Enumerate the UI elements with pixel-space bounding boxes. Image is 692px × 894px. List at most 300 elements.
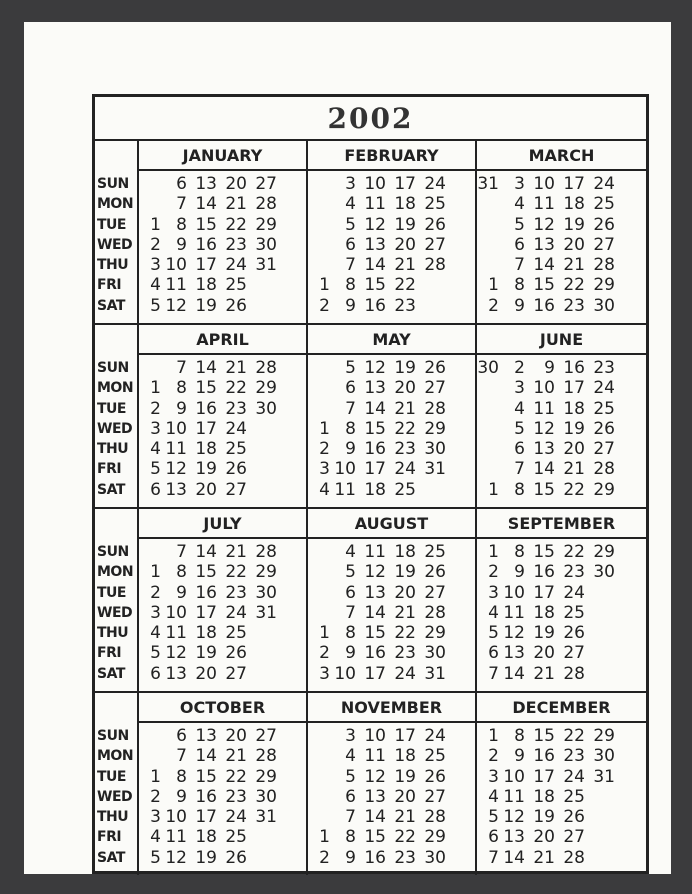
day-cell: 5 [345, 562, 356, 583]
day-cell: 14 [364, 807, 386, 828]
day-cell: 4 [319, 479, 330, 500]
day-cell: 26 [563, 623, 585, 644]
day-cell: 13 [533, 234, 555, 255]
day-cell: 2 [150, 786, 161, 807]
day-cell: 18 [394, 542, 416, 562]
day-cell: 13 [195, 174, 217, 194]
weekday-label: WED [97, 236, 133, 253]
day-cell: 26 [424, 766, 446, 787]
day-cell: 4 [488, 786, 499, 807]
day-cell: 20 [195, 479, 217, 500]
weekday-label: WED [97, 420, 133, 437]
day-cell: 9 [345, 643, 356, 664]
day-cell: 23 [225, 582, 247, 603]
day-cell: 22 [225, 378, 247, 399]
week-row [139, 235, 306, 255]
weekday-label: TUE [97, 216, 126, 233]
weekday-label: SAT [97, 481, 125, 498]
week-row [139, 459, 306, 479]
month-days-grid [308, 726, 475, 868]
month-block [308, 693, 477, 875]
day-cell: 30 [593, 746, 615, 767]
month-name: APRIL [139, 325, 306, 355]
day-cell: 6 [345, 582, 356, 603]
month-name: JUNE [477, 325, 646, 355]
day-cell: 31 [593, 766, 615, 787]
day-cell: 5 [488, 807, 499, 828]
day-cell: 30 [255, 786, 277, 807]
day-cell: 21 [394, 255, 416, 276]
day-cell: 8 [345, 275, 356, 296]
day-cell: 13 [533, 439, 555, 460]
week-row [308, 603, 475, 623]
day-cell: 10 [165, 807, 187, 828]
day-cell: 17 [364, 663, 386, 684]
weekday-label: SAT [97, 665, 125, 682]
day-cell: 2 [319, 439, 330, 460]
day-cell: 30 [255, 582, 277, 603]
day-cell: 8 [345, 827, 356, 848]
day-cell: 7 [176, 746, 187, 767]
day-cell: 29 [255, 766, 277, 787]
day-cell: 31 [477, 174, 499, 194]
week-row [477, 439, 644, 459]
day-cell: 9 [176, 398, 187, 419]
day-cell: 12 [165, 643, 187, 664]
day-cell: 13 [364, 582, 386, 603]
day-cell: 17 [394, 174, 416, 194]
day-cell: 27 [225, 663, 247, 684]
week-row [477, 623, 644, 643]
day-cell: 19 [195, 295, 217, 316]
day-cell: 12 [364, 214, 386, 235]
day-cell: 6 [345, 234, 356, 255]
week-row [477, 848, 644, 868]
day-cell: 22 [394, 418, 416, 439]
week-row [477, 174, 644, 194]
day-cell: 24 [593, 174, 615, 194]
month-block [139, 693, 308, 875]
day-cell: 14 [195, 746, 217, 767]
day-cell: 7 [176, 358, 187, 378]
day-cell: 7 [345, 807, 356, 828]
week-row [308, 358, 475, 378]
day-cell: 1 [319, 275, 330, 296]
weekday-label: MON [97, 564, 134, 581]
day-cell: 22 [394, 623, 416, 644]
month-days-grid [308, 542, 475, 684]
weekday-label: FRI [97, 461, 122, 478]
month-days-grid [477, 358, 644, 500]
day-cell: 15 [533, 479, 555, 500]
day-cell: 9 [345, 295, 356, 316]
day-cell: 4 [514, 398, 525, 419]
day-cell: 28 [593, 459, 615, 480]
week-row [139, 827, 306, 847]
day-cell: 16 [195, 234, 217, 255]
day-cell: 5 [150, 295, 161, 316]
day-cell: 25 [424, 746, 446, 767]
day-cell: 27 [424, 378, 446, 399]
day-cell: 16 [364, 847, 386, 868]
day-cell: 31 [255, 255, 277, 276]
day-cell: 20 [394, 234, 416, 255]
week-row [139, 215, 306, 235]
day-cell: 16 [533, 295, 555, 316]
week-row [139, 399, 306, 419]
weekday-label: THU [97, 625, 129, 642]
day-cell: 15 [195, 214, 217, 235]
day-cell: 5 [514, 418, 525, 439]
day-cell: 4 [345, 194, 356, 215]
month-name: MAY [308, 325, 475, 355]
weekday-column [95, 693, 139, 875]
day-cell: 7 [514, 255, 525, 276]
day-cell: 21 [225, 194, 247, 215]
day-cell: 6 [488, 643, 499, 664]
day-cell: 20 [563, 234, 585, 255]
day-cell: 15 [195, 766, 217, 787]
day-cell: 23 [394, 295, 416, 316]
day-cell: 28 [424, 398, 446, 419]
day-cell: 26 [424, 562, 446, 583]
day-cell: 10 [334, 663, 356, 684]
day-cell: 30 [424, 847, 446, 868]
day-cell: 5 [345, 766, 356, 787]
day-cell: 24 [424, 174, 446, 194]
day-cell: 13 [165, 479, 187, 500]
day-cell: 10 [503, 766, 525, 787]
week-row [308, 296, 475, 316]
day-cell: 7 [488, 663, 499, 684]
weekday-column [95, 141, 139, 323]
day-cell: 11 [334, 479, 356, 500]
day-cell: 11 [364, 194, 386, 215]
weekday-label: MON [97, 196, 134, 213]
day-cell: 22 [225, 766, 247, 787]
day-cell: 4 [514, 194, 525, 215]
week-row [139, 174, 306, 194]
day-cell: 13 [364, 234, 386, 255]
weekday-label: WED [97, 604, 133, 621]
day-cell: 2 [319, 643, 330, 664]
day-cell: 29 [593, 726, 615, 746]
day-cell: 26 [593, 214, 615, 235]
day-cell: 31 [424, 459, 446, 480]
week-row [139, 787, 306, 807]
day-cell: 26 [593, 418, 615, 439]
day-cell: 16 [364, 295, 386, 316]
day-cell: 22 [563, 479, 585, 500]
week-row [308, 194, 475, 214]
day-cell: 1 [150, 562, 161, 583]
month-block [308, 509, 477, 691]
week-row [477, 194, 644, 214]
day-cell: 17 [533, 766, 555, 787]
day-cell: 29 [255, 378, 277, 399]
week-row [308, 746, 475, 766]
day-cell: 10 [533, 378, 555, 399]
weekday-label: FRI [97, 645, 122, 662]
day-cell: 26 [424, 214, 446, 235]
day-cell: 3 [514, 174, 525, 194]
day-cell: 2 [488, 295, 499, 316]
week-row [477, 480, 644, 500]
day-cell: 3 [319, 459, 330, 480]
day-cell: 7 [176, 194, 187, 215]
week-row [477, 787, 644, 807]
weekday-label: THU [97, 257, 129, 274]
day-cell: 3 [150, 807, 161, 828]
day-cell: 20 [195, 663, 217, 684]
week-row [308, 787, 475, 807]
day-cell: 19 [195, 847, 217, 868]
week-row [308, 275, 475, 295]
day-cell: 26 [225, 459, 247, 480]
day-cell: 25 [563, 786, 585, 807]
day-cell: 26 [225, 847, 247, 868]
day-cell: 14 [503, 663, 525, 684]
day-cell: 24 [424, 726, 446, 746]
week-row [308, 643, 475, 663]
week-row [477, 664, 644, 684]
quarter-2 [95, 325, 646, 507]
day-cell: 10 [165, 418, 187, 439]
day-cell: 8 [176, 562, 187, 583]
day-cell: 3 [150, 255, 161, 276]
day-cell: 17 [394, 726, 416, 746]
day-cell: 17 [195, 807, 217, 828]
day-cell: 12 [503, 623, 525, 644]
day-cell: 5 [488, 623, 499, 644]
day-cell: 8 [514, 726, 525, 746]
week-row [308, 726, 475, 746]
day-cell: 29 [593, 479, 615, 500]
day-cell: 5 [345, 358, 356, 378]
day-cell: 25 [225, 439, 247, 460]
month-days-grid [308, 358, 475, 500]
month-days-grid [139, 174, 306, 316]
week-row [139, 542, 306, 562]
day-cell: 14 [195, 542, 217, 562]
day-cell: 2 [319, 847, 330, 868]
day-cell: 27 [563, 643, 585, 664]
day-cell: 10 [503, 582, 525, 603]
day-cell: 8 [345, 418, 356, 439]
day-cell: 2 [488, 562, 499, 583]
week-row [308, 664, 475, 684]
quarter-1 [95, 141, 646, 323]
day-cell: 4 [150, 623, 161, 644]
day-cell: 21 [533, 663, 555, 684]
weekday-label: SUN [97, 728, 129, 744]
week-row [139, 480, 306, 500]
day-cell: 27 [255, 174, 277, 194]
day-cell: 6 [176, 726, 187, 746]
weekday-labels [95, 726, 139, 868]
day-cell: 8 [514, 542, 525, 562]
day-cell: 11 [503, 786, 525, 807]
month-days-grid [308, 174, 475, 316]
weekday-label: TUE [97, 584, 126, 601]
day-cell: 1 [488, 275, 499, 296]
month-name: DECEMBER [477, 693, 646, 723]
day-cell: 8 [176, 214, 187, 235]
day-cell: 16 [195, 582, 217, 603]
day-cell: 4 [150, 827, 161, 848]
day-cell: 12 [165, 847, 187, 868]
day-cell: 21 [394, 398, 416, 419]
week-row [477, 562, 644, 582]
day-cell: 4 [150, 275, 161, 296]
day-cell: 19 [394, 358, 416, 378]
weekday-column [95, 509, 139, 691]
weekday-column [95, 325, 139, 507]
day-cell: 27 [563, 827, 585, 848]
day-cell: 6 [150, 479, 161, 500]
day-cell: 4 [150, 439, 161, 460]
week-row [139, 807, 306, 827]
day-cell: 7 [345, 255, 356, 276]
day-cell: 15 [364, 623, 386, 644]
day-cell: 16 [364, 439, 386, 460]
quarter-4 [95, 693, 646, 875]
day-cell: 5 [345, 214, 356, 235]
week-row [308, 174, 475, 194]
week-row [308, 255, 475, 275]
day-cell: 12 [364, 766, 386, 787]
day-cell: 20 [533, 827, 555, 848]
day-cell: 16 [563, 358, 585, 378]
day-cell: 22 [225, 562, 247, 583]
day-cell: 7 [345, 602, 356, 623]
day-cell: 10 [533, 174, 555, 194]
day-cell: 28 [424, 255, 446, 276]
quarter-divider [95, 691, 646, 693]
day-cell: 22 [563, 726, 585, 746]
day-cell: 1 [150, 214, 161, 235]
month-block [477, 325, 646, 507]
week-row [139, 603, 306, 623]
week-row [308, 623, 475, 643]
quarter-3 [95, 509, 646, 691]
day-cell: 15 [533, 726, 555, 746]
day-cell: 2 [150, 582, 161, 603]
day-cell: 20 [394, 378, 416, 399]
day-cell: 3 [150, 602, 161, 623]
day-cell: 29 [255, 562, 277, 583]
day-cell: 1 [488, 479, 499, 500]
day-cell: 27 [255, 726, 277, 746]
day-cell: 8 [514, 479, 525, 500]
day-cell: 20 [563, 439, 585, 460]
day-cell: 24 [394, 459, 416, 480]
day-cell: 9 [544, 358, 555, 378]
day-cell: 6 [488, 827, 499, 848]
day-cell: 15 [533, 275, 555, 296]
day-cell: 21 [225, 542, 247, 562]
month-name: SEPTEMBER [477, 509, 646, 539]
month-name: JANUARY [139, 141, 306, 171]
weekday-label: FRI [97, 277, 122, 294]
day-cell: 10 [364, 726, 386, 746]
day-cell: 28 [424, 807, 446, 828]
day-cell: 21 [394, 807, 416, 828]
day-cell: 23 [563, 295, 585, 316]
day-cell: 30 [424, 643, 446, 664]
day-cell: 25 [593, 398, 615, 419]
day-cell: 18 [563, 398, 585, 419]
weekday-label: THU [97, 809, 129, 826]
week-row [477, 378, 644, 398]
week-row [139, 378, 306, 398]
day-cell: 3 [150, 418, 161, 439]
day-cell: 18 [394, 194, 416, 215]
day-cell: 19 [394, 766, 416, 787]
day-cell: 16 [364, 643, 386, 664]
day-cell: 20 [533, 643, 555, 664]
week-row [139, 623, 306, 643]
day-cell: 23 [394, 847, 416, 868]
day-cell: 6 [345, 786, 356, 807]
day-cell: 6 [514, 234, 525, 255]
day-cell: 8 [176, 766, 187, 787]
day-cell: 8 [345, 623, 356, 644]
day-cell: 24 [225, 418, 247, 439]
day-cell: 31 [255, 602, 277, 623]
month-block [139, 141, 308, 323]
week-row [139, 439, 306, 459]
quarter-divider [95, 323, 646, 325]
month-block [139, 509, 308, 691]
day-cell: 3 [488, 766, 499, 787]
weekday-label: MON [97, 380, 134, 397]
day-cell: 23 [563, 562, 585, 583]
day-cell: 14 [533, 255, 555, 276]
month-block [477, 693, 646, 875]
month-days-grid [477, 726, 644, 868]
day-cell: 14 [195, 194, 217, 215]
day-cell: 15 [364, 418, 386, 439]
day-cell: 12 [533, 418, 555, 439]
day-cell: 26 [563, 807, 585, 828]
day-cell: 7 [488, 847, 499, 868]
day-cell: 14 [364, 255, 386, 276]
week-row [308, 562, 475, 582]
day-cell: 30 [255, 234, 277, 255]
day-cell: 18 [364, 479, 386, 500]
day-cell: 8 [514, 275, 525, 296]
day-cell: 24 [563, 582, 585, 603]
day-cell: 29 [424, 827, 446, 848]
week-row [139, 643, 306, 663]
day-cell: 29 [424, 623, 446, 644]
day-cell: 6 [176, 174, 187, 194]
day-cell: 10 [165, 602, 187, 623]
day-cell: 9 [514, 295, 525, 316]
day-cell: 18 [195, 827, 217, 848]
day-cell: 10 [165, 255, 187, 276]
day-cell: 1 [319, 418, 330, 439]
week-row [139, 194, 306, 214]
weekday-label: SAT [97, 297, 125, 314]
day-cell: 28 [255, 194, 277, 215]
day-cell: 14 [533, 459, 555, 480]
day-cell: 24 [225, 602, 247, 623]
day-cell: 19 [394, 214, 416, 235]
day-cell: 15 [195, 378, 217, 399]
day-cell: 3 [488, 582, 499, 603]
